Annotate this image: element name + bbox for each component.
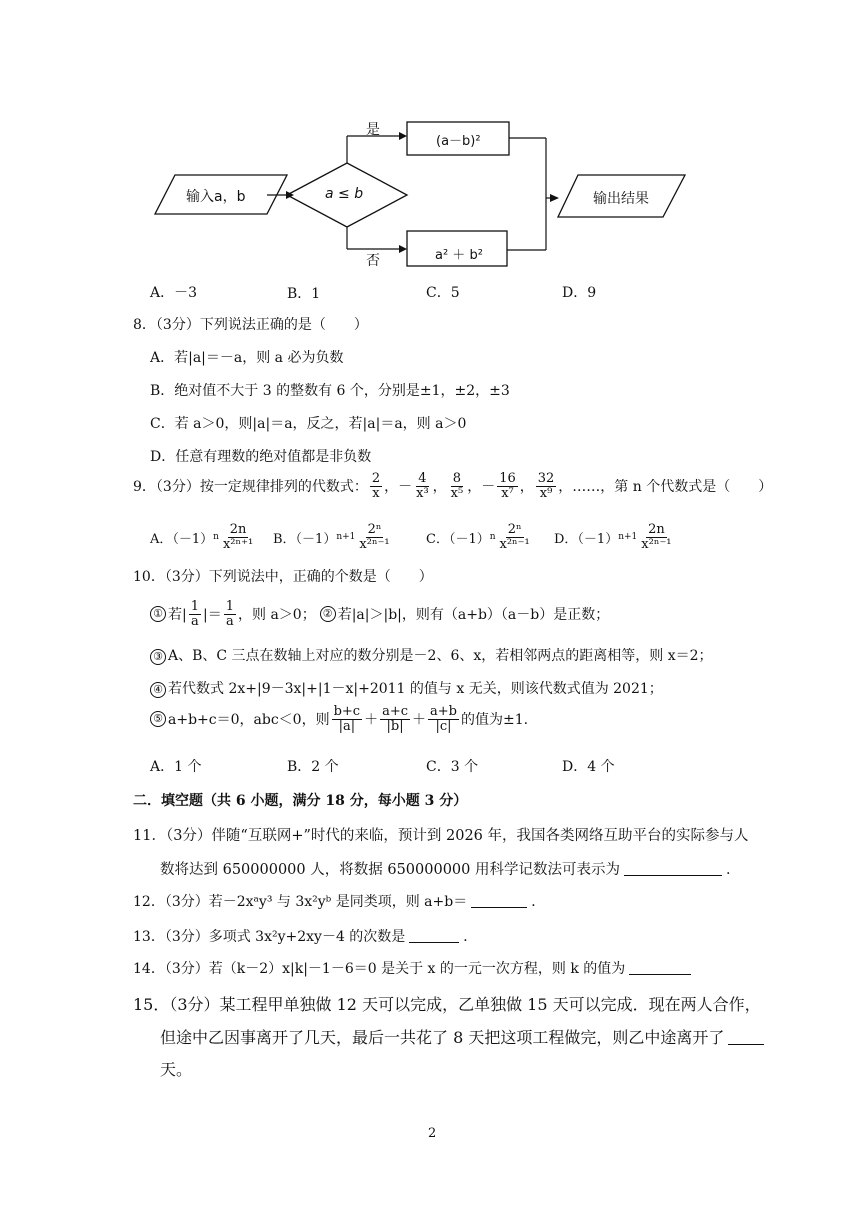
flow-input-label: 输入a，b bbox=[186, 189, 246, 205]
q10-option-d: D．4 个 bbox=[562, 759, 615, 775]
q15-line-3: 天。 bbox=[160, 1060, 193, 1079]
section-2-heading: 二．填空题（共 6 小题，满分 18 分，每小题 3 分） bbox=[133, 793, 468, 809]
q10-statement-5: ⑤ a+b+c＝0，abc＜0，则 $\frac{b+c}{|a|}$ ＋ $\frac{a+c}{|b|}$ ＋ $\frac{a+b}{|c|}$ 的值为±1. bbox=[150, 705, 528, 733]
q9-option-b-label: B．（－1） bbox=[273, 531, 337, 547]
q10-circle-3: ③ bbox=[150, 649, 166, 665]
flow-yes-label: 是 bbox=[366, 122, 380, 138]
q10-stem: 10．（3分）下列说法中，正确的个数是（ ） bbox=[133, 569, 433, 585]
q10-s5-f1-den: |a| bbox=[338, 718, 356, 734]
flow-decision-label: a ≤ b bbox=[325, 186, 364, 202]
flow-no-box-text: a² ＋ b² bbox=[435, 248, 483, 263]
q8-option-a: A．若|a|＝－a，则 a 必为负数 bbox=[150, 350, 344, 366]
q9-option-a-exp: n bbox=[213, 532, 219, 543]
q10-circle-5: ⑤ bbox=[150, 711, 166, 727]
q9-term-3-num: 16 bbox=[499, 471, 516, 486]
q9-option-c-den: x²ⁿ⁻¹ bbox=[499, 536, 530, 552]
q10-circle-4: ④ bbox=[150, 682, 166, 698]
q10-s1-c: ，则 a＞0； bbox=[238, 607, 316, 624]
q9-option-d-num: 2n bbox=[648, 522, 665, 537]
q10-s5-a: a+b+c＝0，abc＜0，则 bbox=[168, 712, 330, 729]
q9-suffix: ，……，第 n 个代数式是（ ） bbox=[558, 479, 773, 496]
q9-term-0-num: 2 bbox=[371, 471, 381, 486]
q10-s1-b: |＝ bbox=[203, 607, 222, 624]
q10-statement-4 bbox=[150, 678, 663, 698]
q13-text: 13．（3分）多项式 3x²y+2xy－4 的次数是 bbox=[133, 929, 406, 945]
q7-option-a: A．－3 bbox=[150, 285, 198, 301]
q9-term-2-num: 8 bbox=[452, 471, 462, 486]
q9-prefix: 9．（3分）按一定规律排列的代数式： bbox=[133, 479, 368, 496]
flow-output-label: 输出结果 bbox=[593, 191, 649, 207]
q10-s2: 若|a|＞|b|，则有（a+b）（a－b）是正数； bbox=[337, 607, 610, 624]
q10-option-b: B．2 个 bbox=[287, 759, 339, 775]
q9-option-c-exp: n bbox=[489, 532, 496, 543]
page-number: 2 bbox=[428, 1126, 437, 1141]
q9-option-c-num: 2ⁿ bbox=[507, 522, 522, 537]
q11-line-2 bbox=[160, 858, 741, 879]
q9-term-1-den: x³ bbox=[416, 485, 429, 501]
q10-s4: 若代数式 2x+|9－3x|+|1－x|+2011 的值与 x 无关，则该代数式值为 2021； bbox=[168, 681, 663, 697]
q11-line-1: 11．（3分）伴随“互联网+”时代的来临，预计到 2026 年，我国各类网络互助平台的实际参与人 bbox=[133, 828, 749, 844]
q8-stem: 8．（3分）下列说法正确的是（ ） bbox=[133, 317, 368, 333]
q10-s1-frac-num: 1 bbox=[190, 599, 199, 614]
q9-option-c-label: C．（－1） bbox=[426, 531, 490, 547]
q9-option-a-num: 2n bbox=[229, 522, 247, 537]
q9-term-1-sign: － bbox=[398, 479, 413, 496]
q9-option-d-den: x²ⁿ⁻¹ bbox=[641, 536, 672, 552]
q7-option-b: B．1 bbox=[287, 286, 321, 302]
q10-statement-1-2 bbox=[150, 600, 609, 628]
q7-option-d: D．9 bbox=[562, 285, 597, 301]
q10-s5-b: 的值为±1. bbox=[460, 712, 529, 729]
q10-s5-f2-den: |b| bbox=[386, 718, 404, 734]
q9-term-4-num: 32 bbox=[537, 471, 555, 486]
q9-term-1-num: 4 bbox=[418, 471, 427, 486]
q10-s1-frac-den: a bbox=[190, 613, 199, 629]
q10-s1-rhs-den: a bbox=[225, 613, 234, 629]
q9-term-4 bbox=[534, 472, 559, 500]
q9-option-b-num: 2ⁿ bbox=[367, 522, 382, 537]
q9-option-d-label: D．（－1） bbox=[554, 531, 619, 547]
q10-s5-f1-num: b+c bbox=[333, 704, 361, 719]
q9-term-3: － $\frac{16}{\text{x⁷}}$ ， bbox=[481, 471, 534, 501]
q10-s5-f3-num: a+b bbox=[430, 704, 457, 719]
q14-text: 14．（3分）若（k－2）x|k|－1－6＝0 是关于 x 的一元一次方程，则 k 的值为 bbox=[133, 961, 626, 977]
q8-option-b: B．绝对值不大于 3 的整数有 6 个，分别是±1，±2，±3 bbox=[150, 383, 510, 399]
q10-s3: A、B、C 三点在数轴上对应的数分别是－2、6、x，若相邻两点的距离相等，则 x＝2； bbox=[168, 648, 713, 664]
q15-answer-blank[interactable] bbox=[728, 1030, 764, 1045]
q7-option-c: C．5 bbox=[426, 285, 460, 301]
q9-option-b bbox=[273, 523, 394, 551]
q9-option-c bbox=[426, 523, 534, 551]
q10-s1-rhs-num: 1 bbox=[225, 599, 234, 614]
q9-option-b-den: x²ⁿ⁻¹ bbox=[359, 536, 390, 552]
q9-option-a-label: A．（－1） bbox=[150, 531, 214, 547]
q8-option-c: C．若 a＞0，则|a|＝a，反之，若|a|＝a，则 a＞0 bbox=[150, 416, 467, 432]
q9-term-2-den: x⁵ bbox=[450, 485, 464, 501]
flow-no-label: 否 bbox=[366, 253, 380, 269]
q15-line-2 bbox=[160, 1025, 768, 1048]
q14-answer-blank[interactable] bbox=[629, 960, 691, 975]
q10-circle-1: ① bbox=[150, 606, 166, 622]
q15-line-2-text: 但途中乙因事离开了几天，最后一共花了 8 天把这项工程做完，则乙中途离开了 bbox=[160, 1028, 725, 1047]
q14 bbox=[133, 958, 695, 978]
q9-stem bbox=[133, 472, 772, 500]
q10-s1-a: 若| bbox=[168, 607, 187, 624]
q13-answer-blank[interactable] bbox=[409, 928, 459, 943]
q11-end: ． bbox=[726, 862, 741, 878]
q9-term-2: $\frac{8}{\text{x⁵}}$ ， bbox=[450, 471, 482, 501]
q8-option-d: D．任意有理数的绝对值都是非负数 bbox=[150, 449, 372, 465]
q9-term-3-den: x⁷ bbox=[501, 485, 514, 501]
q9-option-b-exp: n+1 bbox=[336, 532, 356, 543]
q9-term-0-den: x bbox=[372, 485, 380, 501]
q10-option-c: C．3 个 bbox=[426, 759, 479, 775]
q13 bbox=[133, 926, 477, 946]
q10-s5-f2-num: a+c bbox=[382, 704, 409, 719]
q9-option-a bbox=[150, 523, 257, 551]
q11-answer-blank[interactable] bbox=[624, 861, 722, 876]
q12-end: ． bbox=[531, 894, 546, 910]
q9-option-d bbox=[554, 523, 676, 551]
q12-text: 12．（3分）若－2xᵃy³ 与 3x²yᵇ 是同类项，则 a+b＝ bbox=[133, 894, 468, 910]
q9-term-3-sign: － bbox=[481, 479, 496, 496]
q10-statement-3 bbox=[150, 645, 713, 665]
q9-term-0: $\frac{2}{x}$ ， bbox=[371, 471, 399, 501]
q10-circle-2: ② bbox=[320, 606, 336, 622]
q9-term-1: － $\frac{4}{\text{x³}}$ ， bbox=[398, 471, 447, 501]
q12-answer-blank[interactable] bbox=[471, 893, 527, 908]
q10-option-a: A．1 个 bbox=[150, 759, 202, 775]
q11-line-2-text: 数将达到 650000000 人，将数据 650000000 用科学记数法可表示为 bbox=[160, 862, 620, 878]
q10-s5-f3-den: |c| bbox=[435, 718, 452, 734]
q9-option-a-den: x²ⁿ⁺¹ bbox=[222, 536, 254, 552]
q15-line-1: 15．（3分）某工程甲单独做 12 天可以完成，乙单独做 15 天可以完成．现在两人合作， bbox=[133, 995, 761, 1014]
q12 bbox=[133, 891, 545, 911]
q13-end: ． bbox=[463, 929, 478, 945]
q9-option-d-exp: n+1 bbox=[618, 532, 638, 543]
flow-yes-box-text: (a－b)² bbox=[436, 134, 481, 149]
q9-term-4-den: x⁹ bbox=[539, 485, 553, 501]
